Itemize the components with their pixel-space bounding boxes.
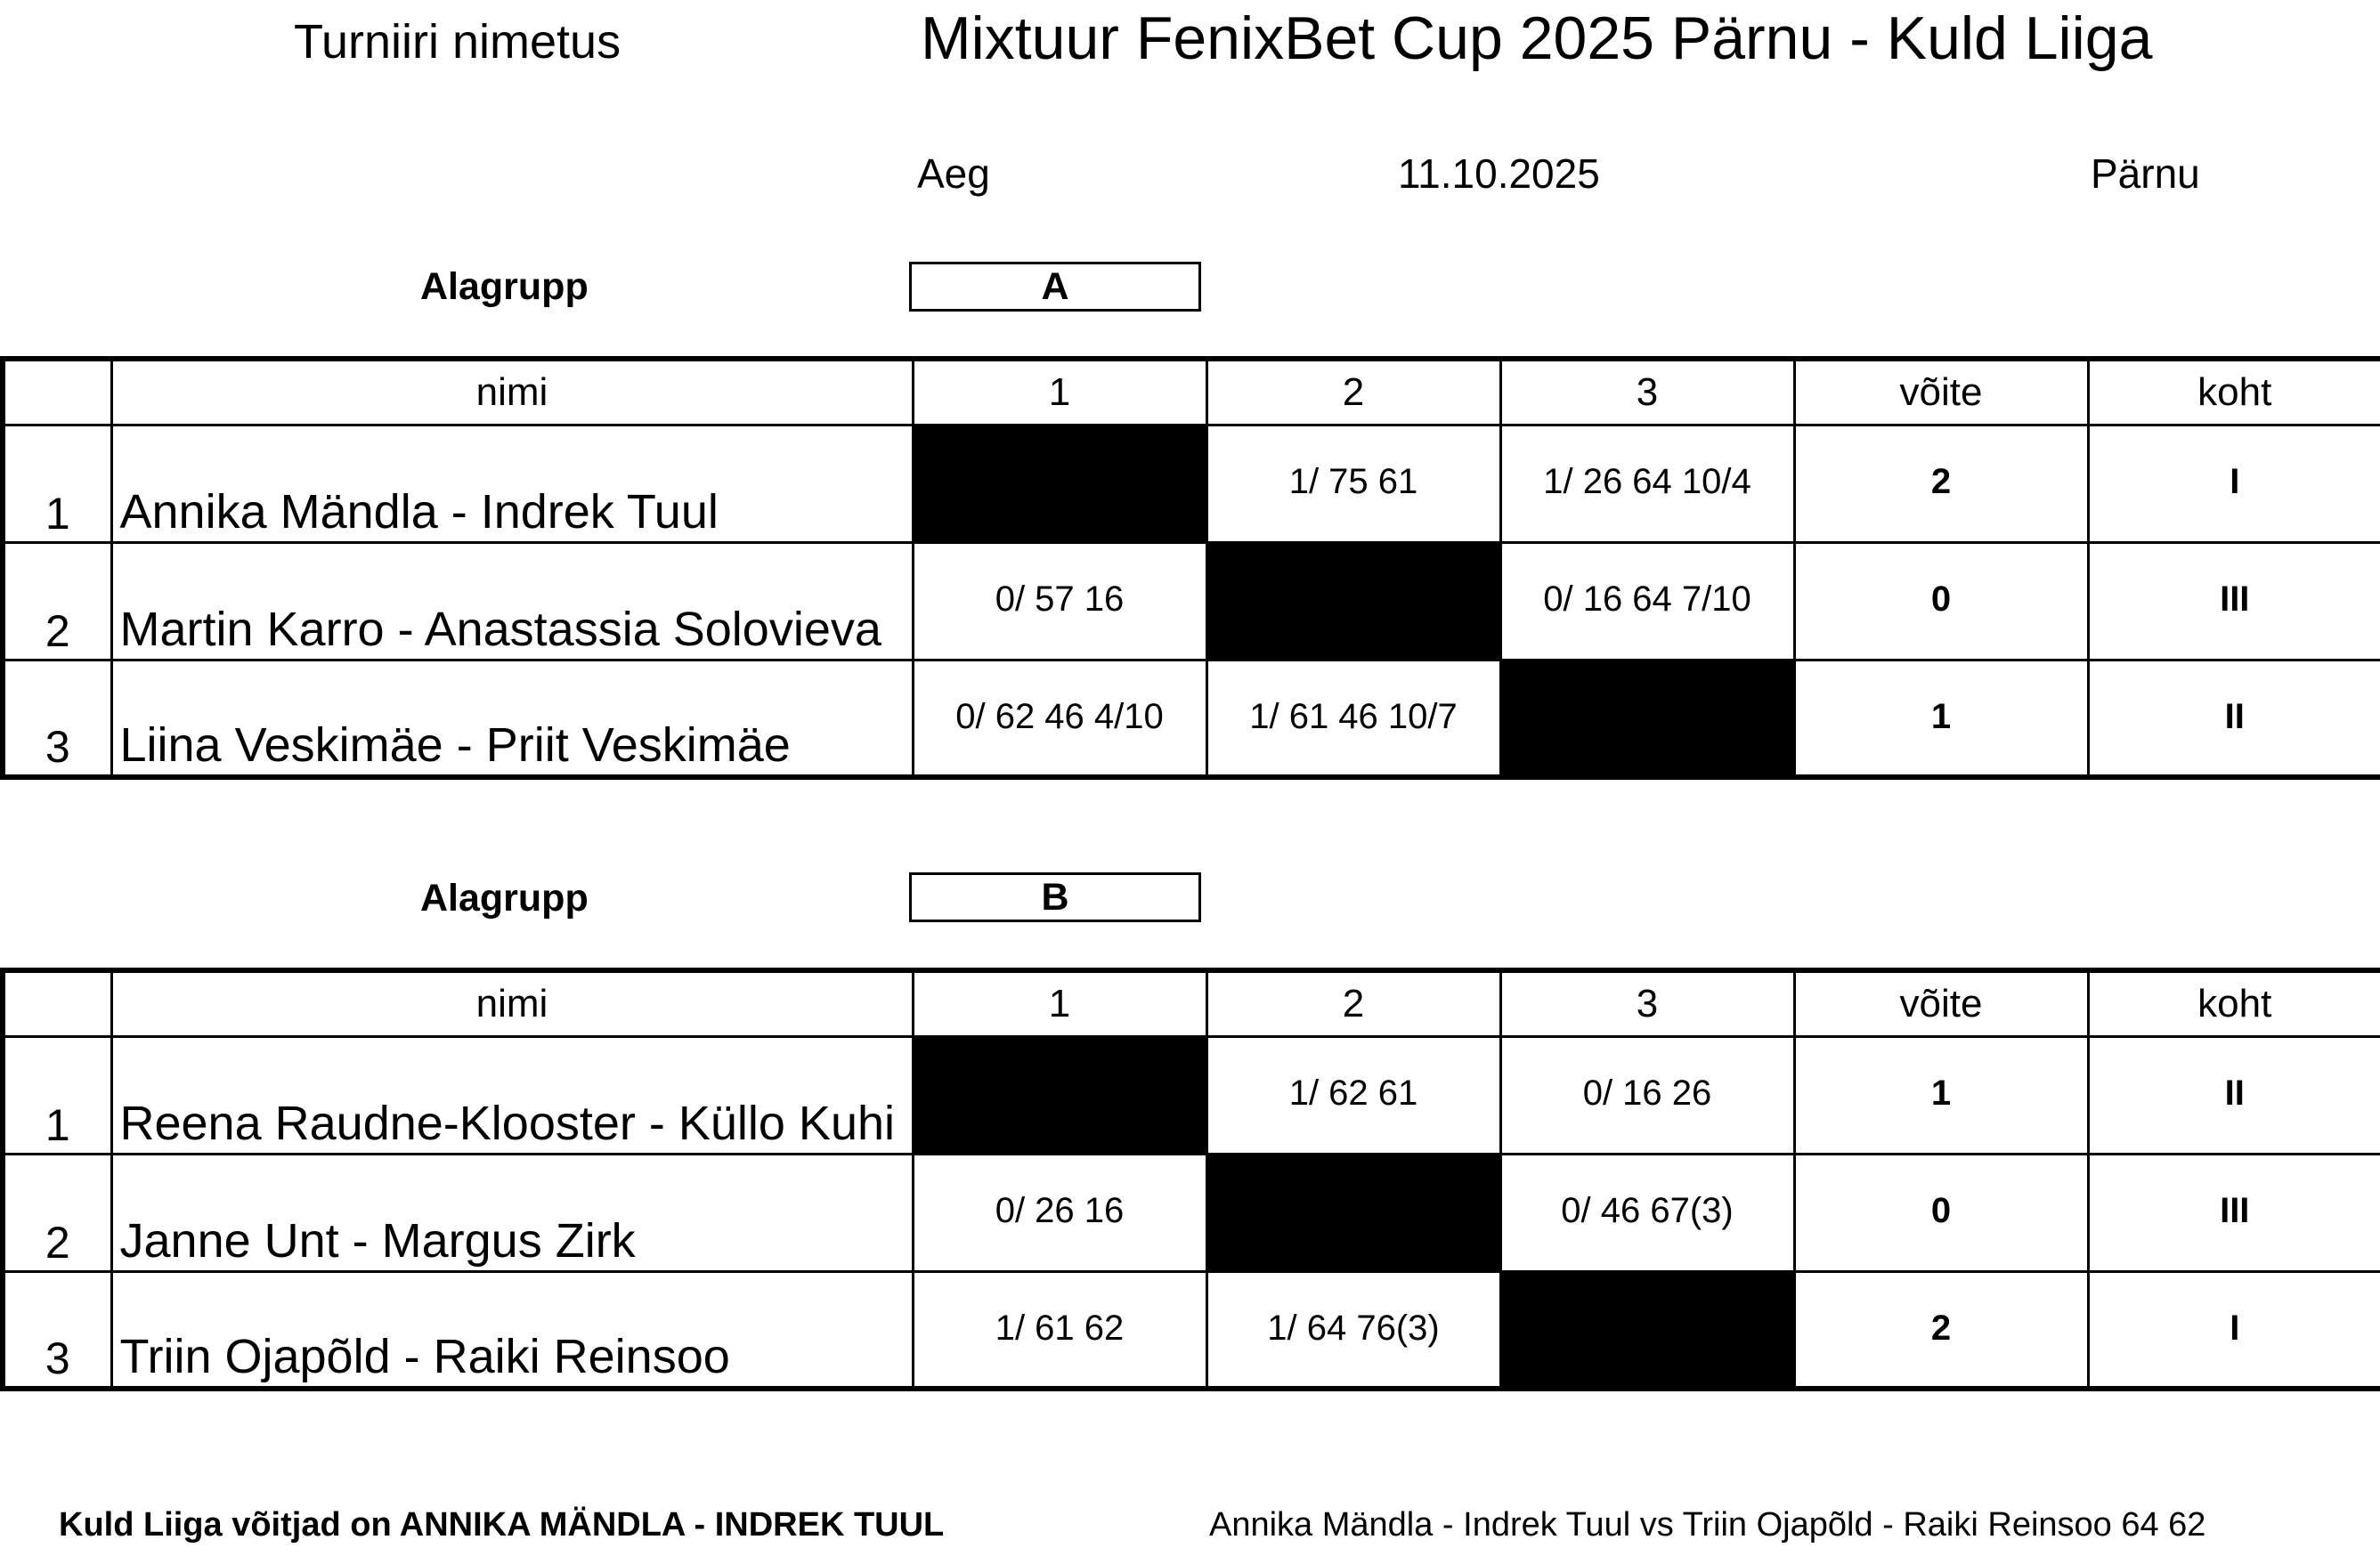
date-value: 11.10.2025 bbox=[1398, 150, 1600, 197]
group-b-table bbox=[0, 968, 2380, 1391]
header-blank bbox=[3, 970, 111, 1036]
group-b-name-box: B bbox=[909, 872, 1201, 922]
row-number: 2 bbox=[3, 1154, 111, 1271]
result-cell: 1/ 61 62 bbox=[913, 1271, 1206, 1389]
table-row bbox=[3, 1271, 2380, 1389]
result-cell: 1/ 64 76(3) bbox=[1206, 1271, 1500, 1389]
self-match-cell bbox=[913, 1036, 1206, 1154]
group-a-name-box: A bbox=[909, 262, 1201, 312]
header-blank bbox=[3, 359, 111, 425]
group-b-label: Alagrupp bbox=[420, 877, 589, 920]
self-match-cell bbox=[1206, 542, 1500, 660]
self-match-cell bbox=[913, 425, 1206, 542]
row-number: 3 bbox=[3, 660, 111, 777]
place-cell: II bbox=[2088, 1036, 2380, 1154]
header-place: koht bbox=[2088, 970, 2380, 1036]
winners-text: Kuld Liiga võitjad on ANNIKA MÄNDLA - INDREK TUUL bbox=[59, 1506, 945, 1544]
place-value: Pärnu bbox=[2091, 150, 2200, 197]
place-cell: I bbox=[2088, 425, 2380, 542]
row-number: 3 bbox=[3, 1271, 111, 1389]
result-cell: 0/ 62 46 4/10 bbox=[913, 660, 1206, 777]
team-name: Annika Mändla - Indrek Tuul bbox=[111, 425, 913, 542]
table-row bbox=[3, 660, 2380, 777]
tournament-title: Mixtuur FenixBet Cup 2025 Pärnu - Kuld Liiga bbox=[921, 4, 2153, 72]
self-match-cell bbox=[1206, 1154, 1500, 1271]
result-cell: 1/ 26 64 10/4 bbox=[1500, 425, 1794, 542]
result-cell: 0/ 57 16 bbox=[913, 542, 1206, 660]
result-cell: 1/ 61 46 10/7 bbox=[1206, 660, 1500, 777]
table-header-row bbox=[3, 970, 2380, 1036]
row-number: 2 bbox=[3, 542, 111, 660]
row-number: 1 bbox=[3, 1036, 111, 1154]
wins-cell: 1 bbox=[1794, 660, 2088, 777]
header-wins: võite bbox=[1794, 970, 2088, 1036]
wins-cell: 0 bbox=[1794, 1154, 2088, 1271]
result-cell: 0/ 16 64 7/10 bbox=[1500, 542, 1794, 660]
header-col-1: 1 bbox=[913, 970, 1206, 1036]
team-name: Martin Karro - Anastassia Solovieva bbox=[111, 542, 913, 660]
self-match-cell bbox=[1500, 1271, 1794, 1389]
wins-cell: 2 bbox=[1794, 1271, 2088, 1389]
tournament-label: Turniiri nimetus bbox=[294, 15, 621, 69]
header-place: koht bbox=[2088, 359, 2380, 425]
place-cell: III bbox=[2088, 1154, 2380, 1271]
place-cell: I bbox=[2088, 1271, 2380, 1389]
team-name: Liina Veskimäe - Priit Veskimäe bbox=[111, 660, 913, 777]
table-row bbox=[3, 1154, 2380, 1271]
header-name: nimi bbox=[111, 970, 913, 1036]
result-cell: 0/ 26 16 bbox=[913, 1154, 1206, 1271]
place-cell: III bbox=[2088, 542, 2380, 660]
table-header-row bbox=[3, 359, 2380, 425]
result-cell: 0/ 46 67(3) bbox=[1500, 1154, 1794, 1271]
team-name: Janne Unt - Margus Zirk bbox=[111, 1154, 913, 1271]
result-cell: 1/ 62 61 bbox=[1206, 1036, 1500, 1154]
result-cell: 1/ 75 61 bbox=[1206, 425, 1500, 542]
header-col-3: 3 bbox=[1500, 970, 1794, 1036]
group-a-table bbox=[0, 356, 2380, 780]
table-row bbox=[3, 425, 2380, 542]
wins-cell: 2 bbox=[1794, 425, 2088, 542]
place-cell: II bbox=[2088, 660, 2380, 777]
wins-cell: 1 bbox=[1794, 1036, 2088, 1154]
header-name: nimi bbox=[111, 359, 913, 425]
table-row bbox=[3, 542, 2380, 660]
group-a-label: Alagrupp bbox=[420, 265, 589, 308]
final-result-text: Annika Mändla - Indrek Tuul vs Triin Ojapõld - Raiki Reinsoo 64 62 bbox=[1209, 1506, 2206, 1544]
wins-cell: 0 bbox=[1794, 542, 2088, 660]
result-cell: 0/ 16 26 bbox=[1500, 1036, 1794, 1154]
header-col-2: 2 bbox=[1206, 359, 1500, 425]
header-wins: võite bbox=[1794, 359, 2088, 425]
time-label: Aeg bbox=[917, 150, 990, 197]
header-col-3: 3 bbox=[1500, 359, 1794, 425]
header-col-1: 1 bbox=[913, 359, 1206, 425]
team-name: Reena Raudne-Klooster - Küllo Kuhi bbox=[111, 1036, 913, 1154]
header-col-2: 2 bbox=[1206, 970, 1500, 1036]
self-match-cell bbox=[1500, 660, 1794, 777]
team-name: Triin Ojapõld - Raiki Reinsoo bbox=[111, 1271, 913, 1389]
row-number: 1 bbox=[3, 425, 111, 542]
table-row bbox=[3, 1036, 2380, 1154]
